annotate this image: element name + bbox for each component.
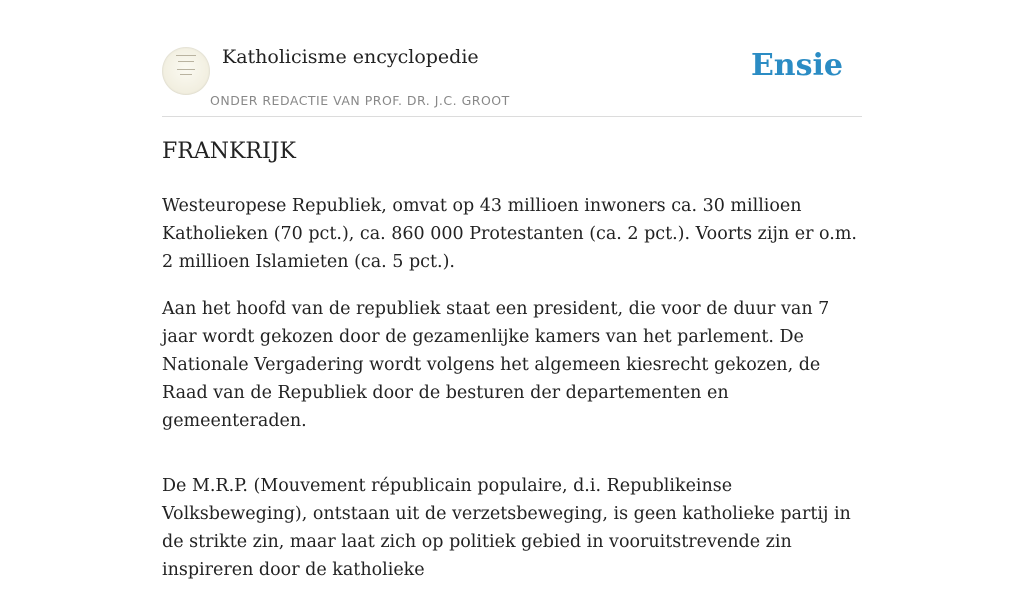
brand-logo[interactable]: Ensie bbox=[750, 48, 843, 83]
article-body bbox=[162, 192, 862, 603]
header bbox=[162, 40, 862, 117]
article-paragraph: De M.R.P. (Mouvement républicain populaire, d.i. Republikeinse Volksbeweging), ontstaan uit de verzetsbeweging, is geen katholieke partij in de strikte zin, maar laat zich op politiek gebied in vooruitstrevende zin inspireren door de katholieke bbox=[162, 476, 851, 580]
editor-credit: ONDER REDACTIE VAN PROF. DR. J.C. GROOT bbox=[210, 93, 510, 108]
cover-decoration bbox=[176, 55, 196, 56]
book-title[interactable]: Katholicisme encyclopedie bbox=[222, 46, 479, 68]
article-paragraph: Aan het hoofd van de republiek staat een president, die voor de duur van 7 jaar wordt gekozen door de gezamenlijke kamers van het parlement. De Nationale Vergadering wordt volgens het algemeen kiesrecht gekozen, de Raad van de Republiek door de besturen der departementen en gemeenteraden. bbox=[162, 299, 830, 431]
cover-decoration bbox=[177, 69, 195, 70]
article-title: FRANKRIJK bbox=[162, 139, 296, 164]
cover-decoration bbox=[178, 61, 194, 62]
cover-decoration bbox=[180, 74, 192, 75]
article-paragraph: Westeuropese Republiek, omvat op 43 millioen inwoners ca. 30 millioen Katholieken (70 pct.), ca. 860 000 Protestanten (ca. 2 pct.). Voorts zijn er o.m. 2 millioen Islamieten (ca. 5 pct.). bbox=[162, 196, 857, 272]
book-cover-thumbnail[interactable] bbox=[162, 47, 210, 95]
